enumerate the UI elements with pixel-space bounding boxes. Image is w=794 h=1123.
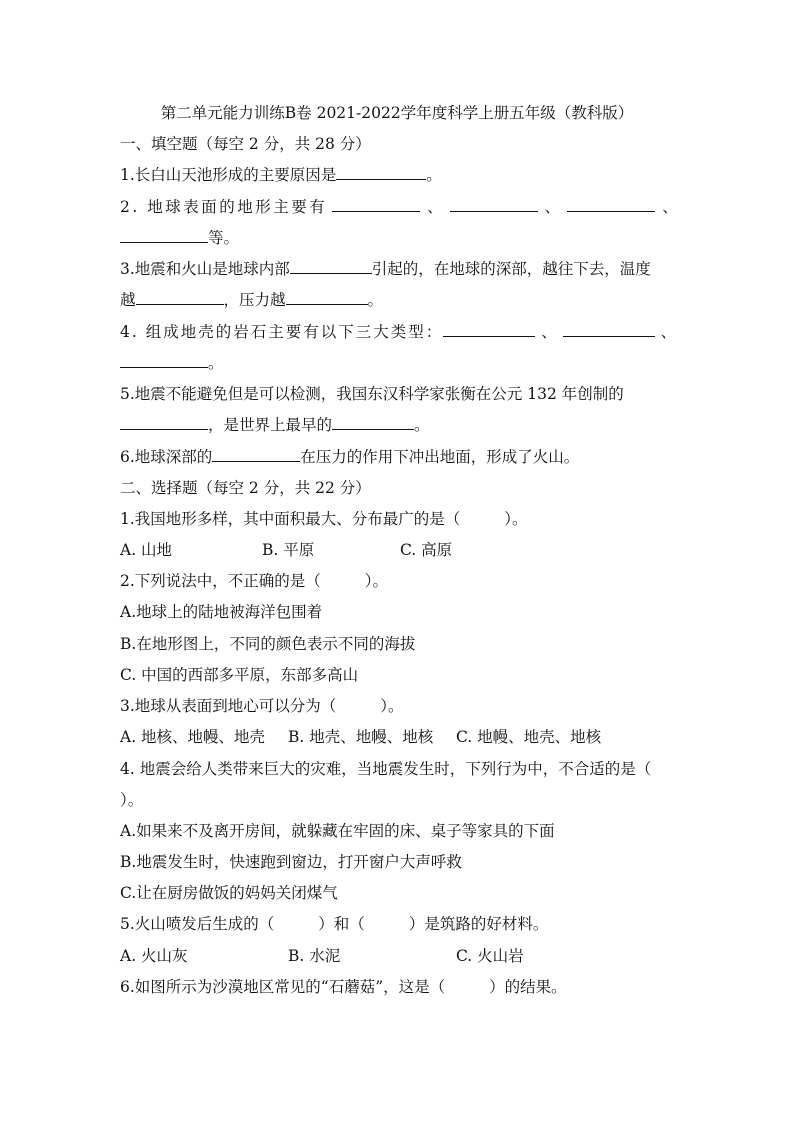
separator: 、 <box>541 323 557 341</box>
choice-question-5 <box>120 914 548 934</box>
question-text: 4. 地震会给人类带来巨大的灾难，当地震发生时，下列行为中，不合适的是（ <box>120 760 652 778</box>
choice-question-4 <box>120 759 651 779</box>
question-text: 1.长白山天池形成的主要原因是 <box>120 166 337 184</box>
answer-blank <box>450 197 538 212</box>
fill-question-6 <box>120 447 579 467</box>
question-text: ）的结果。 <box>489 978 567 996</box>
choice-question-4-cont <box>120 790 143 810</box>
question-text: 。 <box>208 354 224 372</box>
question-text: 6.如图所示为沙漠地区常见的“石蘑菇”，这是（ <box>120 978 446 996</box>
question-text: 4. 组成地壳的岩石主要有以下三大类型： <box>120 323 444 341</box>
choice-options-1 <box>120 540 452 560</box>
fill-question-2-cont <box>120 228 239 248</box>
option-b: B. 水泥 <box>288 947 341 965</box>
question-text: ，压力越 <box>223 291 286 309</box>
option-b: B.地震发生时，快速跑到窗边，打开窗户大声呼救 <box>120 853 462 871</box>
question-text: 1.我国地形多样，其中面积最大、分布最广的是（ <box>120 510 461 528</box>
question-text: 。 <box>426 166 442 184</box>
option-b: B.在地形图上，不同的颜色表示不同的海拔 <box>120 635 416 653</box>
separator: 、 <box>662 198 678 216</box>
option-b: B. 平原 <box>262 541 315 559</box>
answer-blank <box>332 415 414 430</box>
fill-question-4 <box>120 322 676 342</box>
choice-options-5 <box>120 946 524 966</box>
question-text: ，是世界上最早的 <box>208 416 333 434</box>
choice-question-6 <box>120 977 567 997</box>
choice-question-2 <box>120 571 388 591</box>
option-a: A. 山地 <box>120 541 173 559</box>
answer-blank <box>563 322 655 337</box>
answer-blank <box>136 290 224 305</box>
option-c: C. 高原 <box>400 541 453 559</box>
question-text: 。 <box>367 291 384 309</box>
option-c: C. 火山岩 <box>456 947 524 965</box>
answer-blank <box>443 322 535 337</box>
answer-blank <box>286 290 368 305</box>
option-a: A.地球上的陆地被海洋包围着 <box>120 603 323 621</box>
answer-blank <box>120 415 208 430</box>
question-text: ）。 <box>364 572 389 590</box>
answer-blank <box>120 228 208 243</box>
question-text: 。 <box>414 416 430 434</box>
choice-question-1 <box>120 509 528 529</box>
separator: 、 <box>660 323 677 341</box>
answer-blank <box>567 197 655 212</box>
question-text: 越 <box>120 291 136 309</box>
question-text: 5.火山喷发后生成的（ <box>120 915 275 933</box>
option-a: A. 地核、地幔、地壳 <box>120 728 266 746</box>
question-text: ）和（ <box>318 915 365 933</box>
fill-question-3 <box>120 259 651 279</box>
option-c: C. 中国的西部多平原，东部多高山 <box>120 666 359 684</box>
answer-blank <box>336 165 426 180</box>
question-text: 等。 <box>208 229 240 247</box>
answer-blank <box>212 447 300 462</box>
question-text: ）。 <box>380 697 404 715</box>
question-text: ）。 <box>504 510 528 528</box>
fill-question-1 <box>120 165 442 185</box>
choice-question-3 <box>120 696 404 716</box>
option-c: C.让在厨房做饭的妈妈关闭煤气 <box>120 884 338 902</box>
separator: 、 <box>544 198 561 216</box>
fill-question-4-cont <box>120 353 224 373</box>
answer-blank <box>120 353 208 368</box>
question-text: 3.地震和火山是地球内部 <box>120 260 290 278</box>
fill-question-3-cont <box>120 290 383 310</box>
fill-question-5-cont <box>120 415 430 435</box>
fill-question-2 <box>120 197 678 217</box>
question-text: 6.地球深部的 <box>120 448 213 466</box>
question-text: 在压力的作用下冲出地面，形成了火山。 <box>300 448 580 466</box>
section-heading-fill: 一、填空题（每空 2 分，共 28 分） <box>120 135 371 153</box>
page-title: 第二单元能力训练B卷 2021-2022学年度科学上册五年级（教科版） <box>160 104 634 122</box>
option-b: B. 地壳、地幔、地核 <box>288 728 434 746</box>
fill-question-5 <box>120 384 624 404</box>
section-heading-choice: 二、选择题（每空 2 分，共 22 分） <box>120 479 371 497</box>
question-text: 2. 地球表面的地形主要有 <box>120 198 328 216</box>
separator: 、 <box>427 198 443 216</box>
option-a: A. 火山灰 <box>120 947 188 965</box>
option-c: C. 地幔、地壳、地核 <box>456 728 602 746</box>
question-text: 引起的，在地球的深部，越往下去，温度 <box>371 260 651 278</box>
question-text: 2.下列说法中，不正确的是（ <box>120 572 321 590</box>
question-text: ）。 <box>120 791 144 809</box>
answer-blank <box>332 197 420 212</box>
answer-blank <box>290 259 372 274</box>
choice-options-3 <box>120 727 601 747</box>
question-text: 3.地球从表面到地心可以分为（ <box>120 697 337 715</box>
question-text: ）是筑路的好材料。 <box>408 915 549 933</box>
question-text: 5.地震不能避免但是可以检测，我国东汉科学家张衡在公元 132 年创制的 <box>120 385 624 403</box>
option-a: A.如果来不及离开房间，就躲藏在牢固的床、桌子等家具的下面 <box>120 822 555 840</box>
